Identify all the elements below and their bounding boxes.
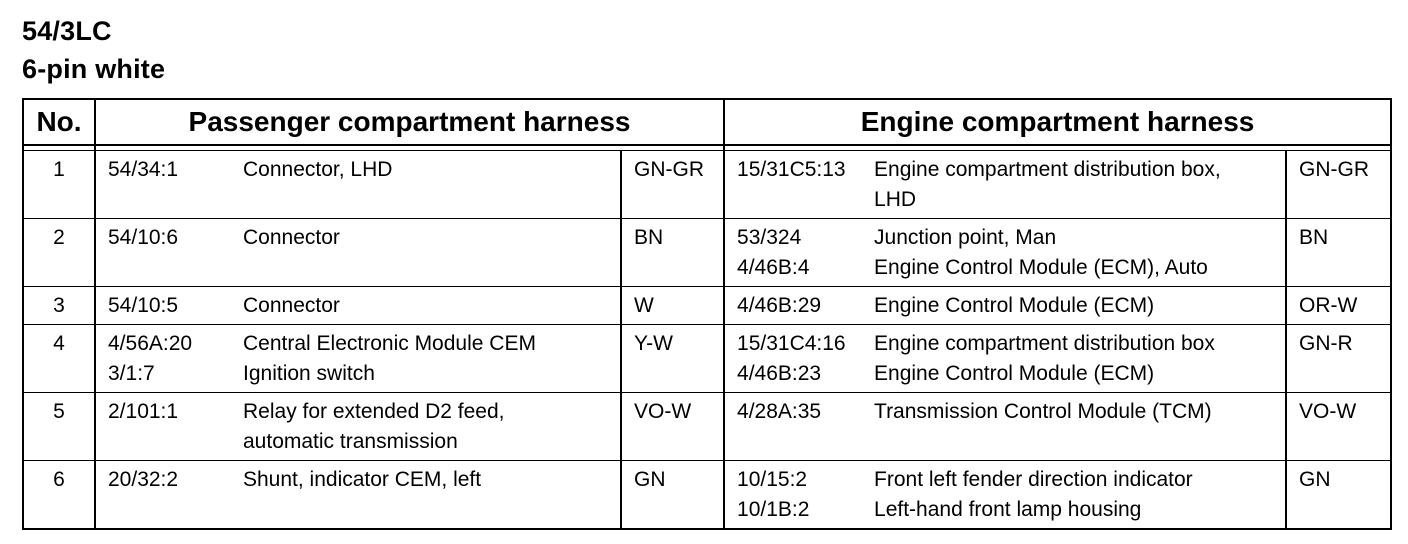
- passenger-description: [237, 325, 621, 393]
- engine-wire-color-line: GN-GR: [1299, 158, 1370, 181]
- pin-number: [23, 151, 95, 219]
- pin-number-line: 6: [53, 468, 65, 491]
- table-row: [23, 393, 1391, 461]
- pin-number: [23, 461, 95, 530]
- passenger-code: [95, 151, 237, 219]
- engine-code-line: 4/46B:29: [737, 294, 822, 317]
- table-row: [23, 287, 1391, 325]
- engine-code: [724, 219, 868, 287]
- passenger-code-line: 20/32:2: [108, 468, 179, 491]
- engine-code: [724, 287, 868, 325]
- engine-description: [868, 151, 1286, 219]
- passenger-code-line: 54/10:5: [108, 294, 179, 317]
- engine-description: [868, 393, 1286, 461]
- engine-code-line: 15/31C5:13: [737, 158, 846, 181]
- passenger-code: [95, 325, 237, 393]
- engine-description-line: Engine Control Module (ECM), Auto: [874, 256, 1208, 279]
- passenger-wire-color: [621, 325, 724, 393]
- pin-number: [23, 287, 95, 325]
- connector-type-subtitle: 6-pin white: [22, 54, 166, 84]
- engine-code-line: 15/31C4:16: [737, 332, 846, 355]
- engine-description-line: Transmission Control Module (TCM): [874, 400, 1212, 423]
- table-row: [23, 461, 1391, 530]
- engine-description-line: Front left fender direction indicator: [874, 468, 1193, 491]
- engine-description: [868, 325, 1286, 393]
- passenger-description: [237, 151, 621, 219]
- engine-wire-color-line: VO-W: [1299, 400, 1357, 423]
- header-engine-harness: Engine compartment harness: [724, 99, 1391, 145]
- table-row: [23, 151, 1391, 219]
- engine-code-line: 10/1B:2: [737, 498, 810, 521]
- engine-code-line: 4/46B:4: [737, 256, 810, 279]
- passenger-description-line: Relay for extended D2 feed,: [243, 400, 505, 423]
- engine-wire-color: [1286, 219, 1391, 287]
- passenger-description-line: Shunt, indicator CEM, left: [243, 468, 482, 491]
- passenger-wire-color: [621, 461, 724, 530]
- engine-wire-color: [1286, 461, 1391, 530]
- passenger-wire-color-line: Y-W: [634, 332, 673, 355]
- engine-wire-color: [1286, 325, 1391, 393]
- engine-code-line: 10/15:2: [737, 468, 808, 491]
- passenger-wire-color-line: GN: [634, 468, 666, 491]
- passenger-description-line: Connector: [243, 294, 340, 317]
- engine-wire-color: [1286, 151, 1391, 219]
- passenger-code: [95, 461, 237, 530]
- passenger-description: [237, 461, 621, 530]
- engine-code-line: 4/46B:23: [737, 362, 822, 385]
- passenger-wire-color: [621, 393, 724, 461]
- pin-number: [23, 325, 95, 393]
- header-no: No.: [23, 99, 95, 145]
- passenger-wire-color: [621, 219, 724, 287]
- engine-code: [724, 325, 868, 393]
- passenger-code: [95, 219, 237, 287]
- engine-description-line: Engine Control Module (ECM): [874, 294, 1155, 317]
- pin-number-line: 2: [53, 226, 65, 249]
- passenger-wire-color-line: VO-W: [634, 400, 692, 423]
- engine-wire-color-line: GN: [1299, 468, 1331, 491]
- engine-code: [724, 393, 868, 461]
- passenger-code: [95, 287, 237, 325]
- engine-wire-color: [1286, 287, 1391, 325]
- engine-description-line: Engine compartment distribution box,: [874, 158, 1221, 181]
- passenger-code-line: 54/34:1: [108, 158, 179, 181]
- passenger-description-line: automatic transmission: [243, 430, 458, 453]
- engine-description-line: Engine Control Module (ECM): [874, 362, 1155, 385]
- engine-description: [868, 287, 1286, 325]
- passenger-code-line: 3/1:7: [108, 362, 155, 385]
- pin-number: [23, 393, 95, 461]
- passenger-description-line: Central Electronic Module CEM: [243, 332, 536, 355]
- engine-wire-color: [1286, 393, 1391, 461]
- header-passenger-harness: Passenger compartment harness: [95, 99, 724, 145]
- passenger-wire-color-line: W: [634, 294, 654, 317]
- passenger-description-line: Ignition switch: [243, 362, 375, 385]
- engine-wire-color-line: OR-W: [1299, 294, 1358, 317]
- passenger-wire-color-line: GN-GR: [634, 158, 704, 181]
- engine-code-line: 53/324: [737, 226, 802, 249]
- engine-code-line: 4/28A:35: [737, 400, 822, 423]
- pin-number-line: 1: [53, 158, 65, 181]
- passenger-description: [237, 393, 621, 461]
- engine-code: [724, 151, 868, 219]
- passenger-wire-color: [621, 287, 724, 325]
- pinout-table: [22, 98, 1392, 530]
- passenger-code-line: 54/10:6: [108, 226, 179, 249]
- engine-description: [868, 461, 1286, 530]
- table-row: [23, 219, 1391, 287]
- passenger-code-line: 4/56A:20: [108, 332, 193, 355]
- pin-number-line: 5: [53, 400, 65, 423]
- engine-description-line: Engine compartment distribution box: [874, 332, 1215, 355]
- engine-description-line: Junction point, Man: [874, 226, 1057, 249]
- passenger-description: [237, 219, 621, 287]
- passenger-description: [237, 287, 621, 325]
- passenger-wire-color-line: BN: [634, 226, 664, 249]
- passenger-wire-color: [621, 151, 724, 219]
- pin-number-line: 3: [53, 294, 65, 317]
- connector-id-title: 54/3LC: [22, 16, 112, 46]
- passenger-code-line: 2/101:1: [108, 400, 179, 423]
- passenger-description-line: Connector, LHD: [243, 158, 393, 181]
- engine-description: [868, 219, 1286, 287]
- table-header-row: [23, 99, 1391, 145]
- engine-wire-color-line: GN-R: [1299, 332, 1353, 355]
- table-row: [23, 325, 1391, 393]
- passenger-description-line: Connector: [243, 226, 340, 249]
- engine-code: [724, 461, 868, 530]
- engine-description-line: Left-hand front lamp housing: [874, 498, 1142, 521]
- table-body: [23, 145, 1391, 529]
- pin-number-line: 4: [53, 332, 65, 355]
- engine-wire-color-line: BN: [1299, 226, 1329, 249]
- pin-number: [23, 219, 95, 287]
- passenger-code: [95, 393, 237, 461]
- engine-description-line: LHD: [874, 188, 917, 211]
